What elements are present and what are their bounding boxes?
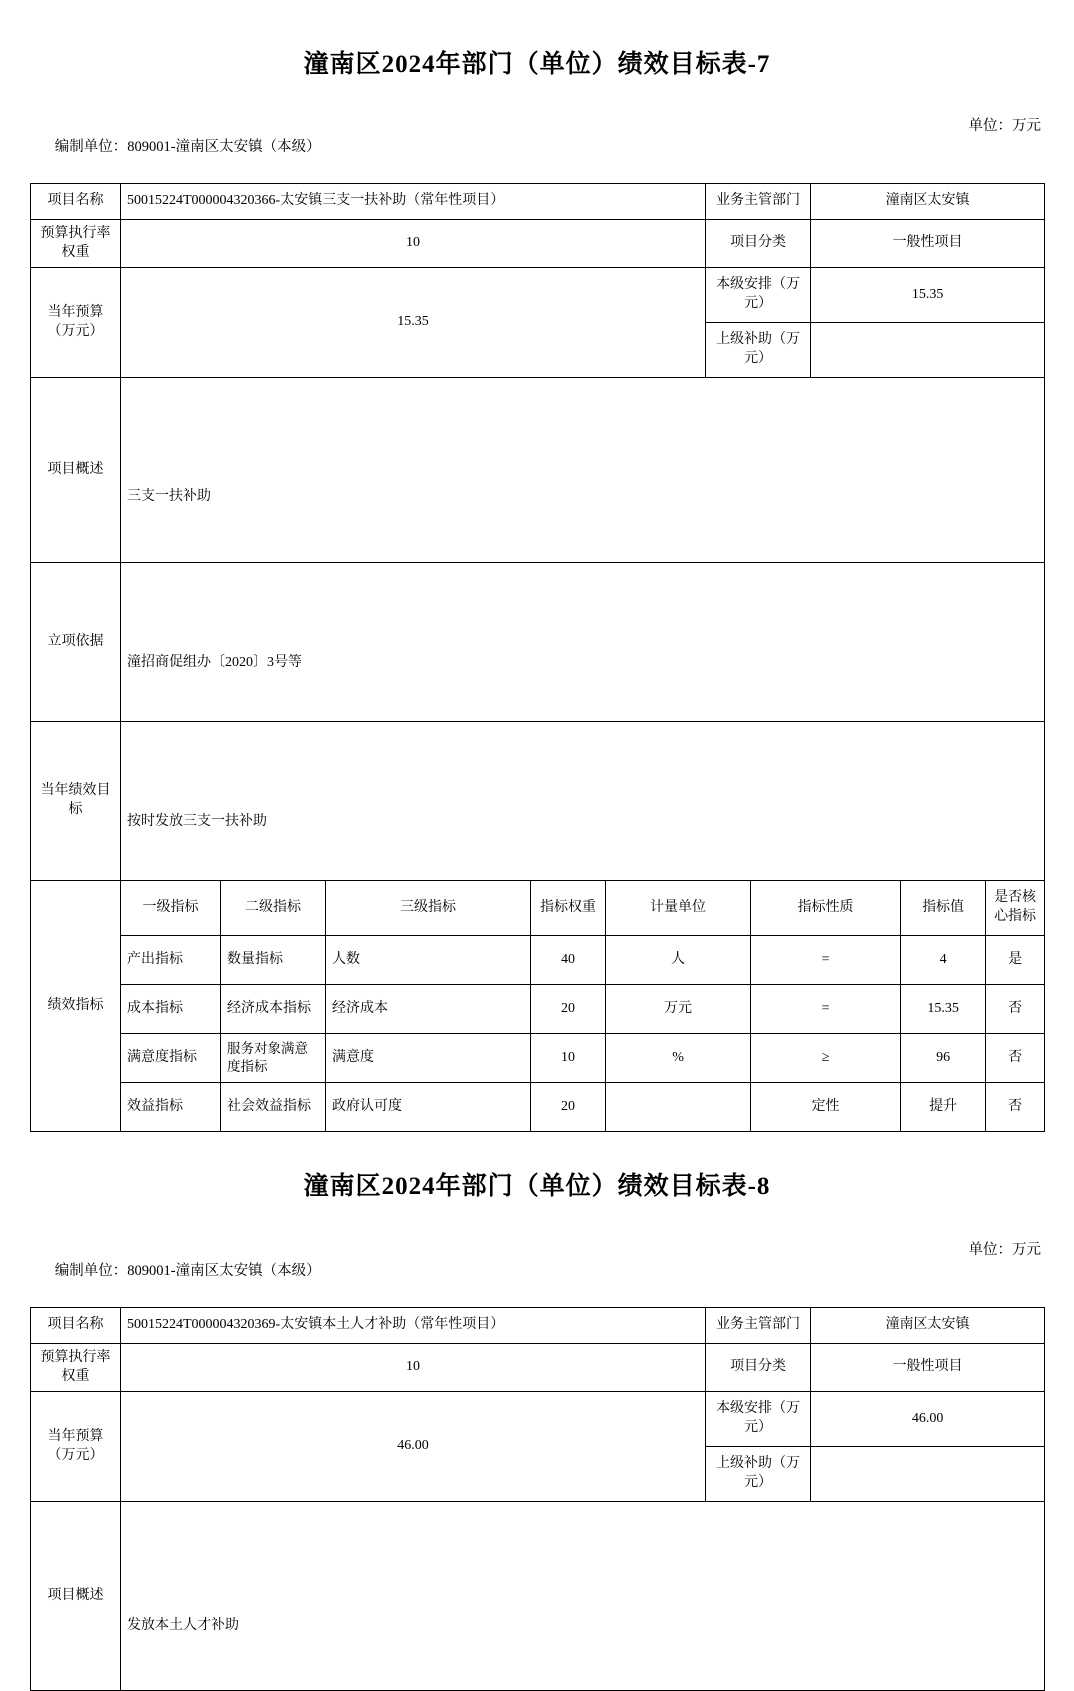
indicator-level3: 满意度: [326, 1034, 531, 1083]
indicator-weight: 40: [531, 936, 606, 985]
superior-subsidy-label: 上级补助（万元）: [706, 1447, 811, 1502]
indicator-level1: 满意度指标: [121, 1034, 221, 1083]
table-row-exec-rate: [31, 220, 1045, 268]
supervising-dept-label: 业务主管部门: [706, 1308, 811, 1344]
table-row: [31, 1083, 1045, 1132]
superior-subsidy-value: [811, 323, 1045, 378]
indicator-value: 96: [901, 1034, 986, 1083]
indicator-core: 是: [986, 936, 1045, 985]
table-row-indicator-headers: [31, 881, 1045, 936]
indicator-weight: 20: [531, 985, 606, 1034]
project-name-label: 项目名称: [31, 1308, 121, 1344]
local-arrangement-value: 15.35: [811, 268, 1045, 323]
performance-target-table-8: [30, 1307, 1045, 1691]
local-arrangement-label: 本级安排（万元）: [706, 1392, 811, 1447]
current-budget-value: 46.00: [121, 1392, 706, 1502]
table-row-project-name: [31, 184, 1045, 220]
project-overview-value: 三支一扶补助: [121, 378, 1045, 563]
exec-rate-value: 10: [121, 220, 706, 268]
indicator-unit: [606, 1083, 751, 1132]
table-row: [31, 936, 1045, 985]
indicator-level1: 效益指标: [121, 1083, 221, 1132]
table-row-overview: [31, 378, 1045, 563]
table-row-basis: [31, 563, 1045, 722]
meta-row-sheet-8: [30, 1238, 1044, 1307]
indicator-value: 4: [901, 936, 986, 985]
table-row-goal: [31, 722, 1045, 881]
indicator-unit: %: [606, 1034, 751, 1083]
project-overview-value: 发放本土人才补助: [121, 1502, 1045, 1691]
local-arrangement-label: 本级安排（万元）: [706, 268, 811, 323]
table-row-budget-local: [31, 268, 1045, 323]
indicator-header-value: 指标值: [901, 881, 986, 936]
indicator-core: 否: [986, 1083, 1045, 1132]
project-category-value: 一般性项目: [811, 220, 1045, 268]
indicator-header-level1: 一级指标: [121, 881, 221, 936]
indicator-level2: 社会效益指标: [221, 1083, 326, 1132]
table-row-budget-local: [31, 1392, 1045, 1447]
indicator-value: 15.35: [901, 985, 986, 1034]
supervising-dept-value: 潼南区太安镇: [811, 184, 1045, 220]
indicator-value: 提升: [901, 1083, 986, 1132]
table-row: [31, 1034, 1045, 1083]
exec-rate-label: 预算执行率权重: [31, 220, 121, 268]
indicator-header-level2: 二级指标: [221, 881, 326, 936]
current-budget-label: 当年预算（万元）: [31, 1392, 121, 1502]
indicator-nature: =: [751, 985, 901, 1034]
indicator-unit: 人: [606, 936, 751, 985]
compiling-unit: [33, 1242, 321, 1297]
project-name-value: 50015224T000004320369-太安镇本土人才补助（常年性项目）: [121, 1308, 706, 1344]
page-title-sheet-8: 潼南区2024年部门（单位）绩效目标表-8: [303, 1173, 771, 1200]
compiling-unit-value: 809001-潼南区太安镇（本级）: [127, 1263, 321, 1279]
superior-subsidy-value: [811, 1447, 1045, 1502]
indicator-level3: 经济成本: [326, 985, 531, 1034]
project-category-label: 项目分类: [706, 1344, 811, 1392]
indicator-level2: 经济成本指标: [221, 985, 326, 1034]
project-name-value: 50015224T000004320366-太安镇三支一扶补助（常年性项目）: [121, 184, 706, 220]
indicator-unit: 万元: [606, 985, 751, 1034]
project-overview-label: 项目概述: [31, 378, 121, 563]
compiling-unit-value: 809001-潼南区太安镇（本级）: [127, 139, 321, 155]
exec-rate-value: 10: [121, 1344, 706, 1392]
project-category-value: 一般性项目: [811, 1344, 1045, 1392]
indicator-weight: 20: [531, 1083, 606, 1132]
project-overview-label: 项目概述: [31, 1502, 121, 1691]
approval-basis-label: 立项依据: [31, 563, 121, 722]
current-budget-value: 15.35: [121, 268, 706, 378]
performance-indicators-label: 绩效指标: [31, 881, 121, 1132]
table-row-project-name: [31, 1308, 1045, 1344]
annual-goal-label: 当年绩效目标: [31, 722, 121, 881]
indicator-core: 否: [986, 1034, 1045, 1083]
indicator-level2: 服务对象满意度指标: [221, 1034, 326, 1083]
meta-row-sheet-7: [30, 114, 1044, 183]
indicator-level3: 政府认可度: [326, 1083, 531, 1132]
indicator-header-core: 是否核心指标: [986, 881, 1045, 936]
project-category-label: 项目分类: [706, 220, 811, 268]
table-row-exec-rate: [31, 1344, 1045, 1392]
supervising-dept-value: 潼南区太安镇: [811, 1308, 1045, 1344]
page-title-sheet-7: 潼南区2024年部门（单位）绩效目标表-7: [303, 51, 771, 78]
current-budget-label: 当年预算（万元）: [31, 268, 121, 378]
indicator-level2: 数量指标: [221, 936, 326, 985]
superior-subsidy-label: 上级补助（万元）: [706, 323, 811, 378]
compiling-unit-label: 编制单位：: [54, 139, 128, 155]
project-name-label: 项目名称: [31, 184, 121, 220]
indicator-nature: ≥: [751, 1034, 901, 1083]
indicator-nature: 定性: [751, 1083, 901, 1132]
local-arrangement-value: 46.00: [811, 1392, 1045, 1447]
table-row-overview: [31, 1502, 1045, 1691]
amount-unit-label: 单位：万元: [968, 118, 1041, 134]
indicator-nature: =: [751, 936, 901, 985]
table-row: [31, 985, 1045, 1034]
amount-unit-label: 单位：万元: [968, 1242, 1041, 1258]
indicator-level1: 产出指标: [121, 936, 221, 985]
indicator-weight: 10: [531, 1034, 606, 1083]
indicator-header-weight: 指标权重: [531, 881, 606, 936]
annual-goal-value: 按时发放三支一扶补助: [121, 722, 1045, 881]
compiling-unit-label: 编制单位：: [54, 1263, 128, 1279]
indicator-core: 否: [986, 985, 1045, 1034]
exec-rate-label: 预算执行率权重: [31, 1344, 121, 1392]
approval-basis-value: 潼招商促组办〔2020〕3号等: [121, 563, 1045, 722]
indicator-header-unit: 计量单位: [606, 881, 751, 936]
indicator-header-level3: 三级指标: [326, 881, 531, 936]
performance-target-table-7: [30, 183, 1045, 1132]
compiling-unit: [33, 118, 321, 173]
supervising-dept-label: 业务主管部门: [706, 184, 811, 220]
indicator-header-nature: 指标性质: [751, 881, 901, 936]
indicator-level3: 人数: [326, 936, 531, 985]
indicator-level1: 成本指标: [121, 985, 221, 1034]
